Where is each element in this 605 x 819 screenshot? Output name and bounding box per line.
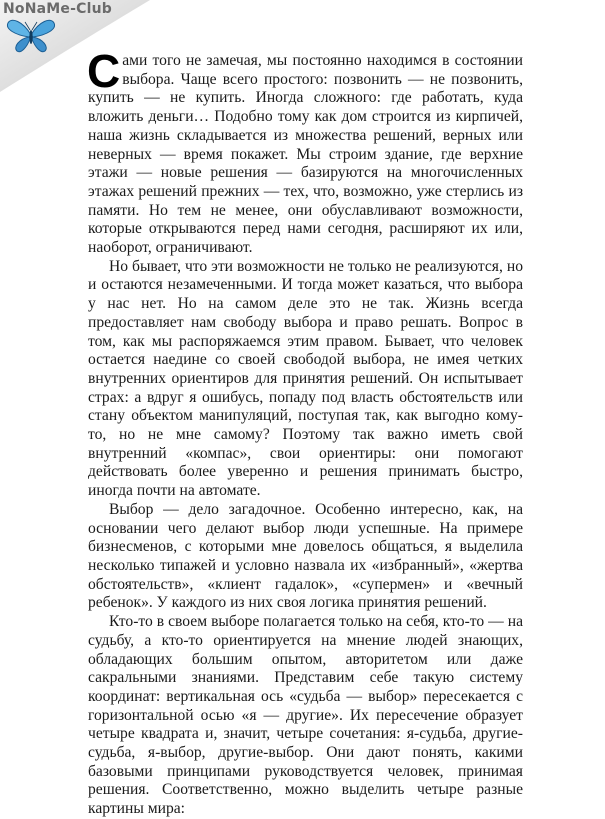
butterfly-icon — [5, 15, 57, 55]
paragraph-2: Но бывает, что эти возможности не только не реализуются, но и остаются незамеченными. И тогда может казаться, что выбора у нас нет. Но на самом деле это не так. Жизнь всегда предоставляет нам свободу выбора и право решать. Вопрос в том, как мы распоряжаемся этим правом. Бывает, что человек остается наедине со своей свободой выбора, не имея четких внутренних ориентиров для принятия решений. Он испытывает страх: а вдруг я ошибусь, попаду под власть обстоятельств или стану объектом манипуляций, поступая так, как выгодно кому-то, но не мне самому? Поэтому так важно иметь свой внутренний «компас», свои ориентиры: они помогают действовать более уверенно и решения принимать быстро, иногда почти на автомате. — [88, 257, 523, 500]
article-body — [87, 45, 523, 819]
paragraph-4: Кто-то в своем выборе полагается только на себя, кто-то — на судьбу, а кто-то ориентируется на мнение людей знающих, обладающих большим опытом, авторитетом или даже сакральными знаниями. Представим себе такую систему координат: вертикальная ось «судьба — выбор» пересекается с горизонтальной осью «я — другие». Их пересечение образует четыре квадрата и, значит, четыре сочетания: я-судьба, другие-судьба, я-выбор, другие-выбор. Они дают понять, какими базовыми принципами руководствуется человек, принимая решения. Соответственно, можно выделить четыре разные картины мира: — [88, 613, 523, 818]
watermark-label: NoNaMe-Club — [3, 1, 112, 17]
paragraph-1-text: ами того не замечая, мы постоянно находимся в состоянии выбора. Чаще всего простого: позвонить — не позвонить, купить — не купить. Иногда сложного: где работать, куда вложить деньги… Подобно тому как дом строится из кирпичей, наша жизнь складывается из множества решений, верных или неверных — время покажет. Мы строим здание, где верхние этажи — новые решения — базируются на многочисленных этажах решений прежних — тех, что, возможно, уже стерлись из памяти. Но тем не менее, они обуславливают возможности, которые открываются перед нами сегодня, расширяют их или, наоборот, ограничивают. — [88, 52, 523, 257]
paragraph-3: Выбор — дело загадочное. Особенно интересно, как, на основании чего делают выбор люди успешные. На примере бизнесменов, с которыми мне довелось общаться, я выделила несколько типажей и условно назвала их «избранный», «жертва обстоятельств», «клиент гадалок», «супермен» и «вечный ребенок». У каждого из них своя логика принятия решений. — [88, 500, 523, 612]
drop-cap: С — [87, 45, 121, 97]
paragraph-1 — [87, 45, 523, 258]
